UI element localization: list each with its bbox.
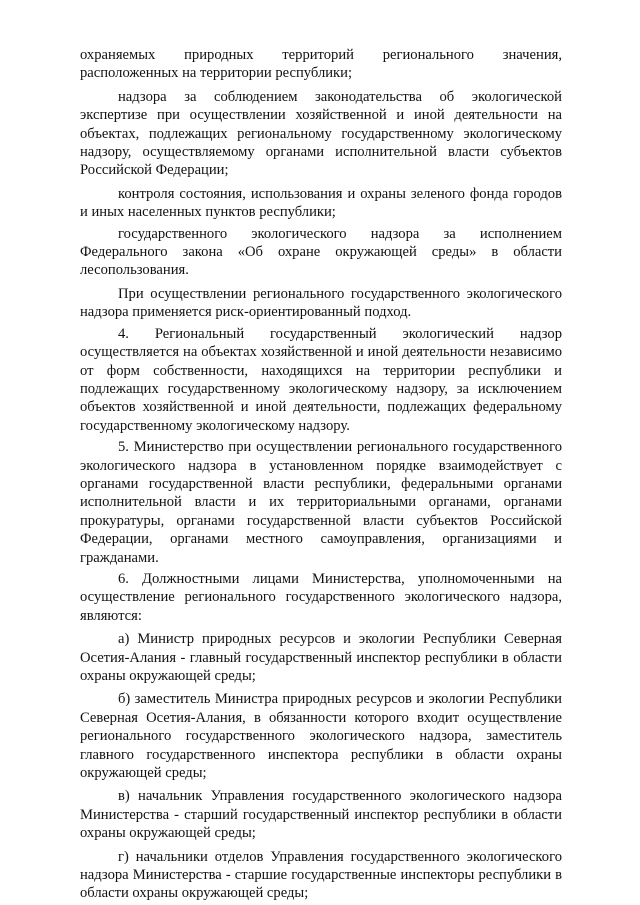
list-item-g: г) начальники отделов Управления государственного экологического надзора Министерства - старшие государственные инспекторы республики в области охраны окружающей среды; — [80, 848, 562, 902]
document-page — [80, 46, 562, 903]
paragraph-risk-approach: При осуществлении регионального государственного экологического надзора применяется риск-ориентированный подход. — [80, 285, 562, 321]
paragraph-green-fund: контроля состояния, использования и охраны зеленого фонда городов и иных населенных пунктов республики; — [80, 185, 562, 221]
paragraph-clause-6: 6. Должностными лицами Министерства, уполномоченными на осуществление регионального государственного экологического надзора, являются: — [80, 570, 562, 624]
list-item-b: б) заместитель Министра природных ресурсов и экологии Республики Северная Осетия-Алания, в обязанности которого входит осуществление регионального государственного экологического надзора, заместитель главного государственного инспектора республики в области охраны окружающей среды; — [80, 691, 562, 782]
paragraph-protected-territories: охраняемых природных территорий регионального значения, расположенных на территории республики; — [80, 47, 562, 82]
paragraph-ecological-expertise: надзора за соблюдением законодательства об экологической экспертизе при осуществлении хозяйственной и иной деятельности на объектах, подлежащих региональному государственному экологическому надзору, осуществляемому органами исполнительной власти субъектов Российской Федерации; — [80, 88, 562, 179]
paragraph-clause-4: 4. Региональный государственный экологический надзор осуществляется на объектах хозяйственной и иной деятельности независимо от форм собственности, находящихся на территории республики и подлежащих государственному экологическому надзору, за исключением объектов хозяйственной и иной деятельности, подлежащих федеральному государственному экологическому надзору. — [80, 325, 562, 434]
list-item-v: в) начальник Управления государственного экологического надзора Министерства - старший государственный инспектор республики в области охраны окружающей среды; — [80, 788, 562, 842]
list-item-a: а) Министр природных ресурсов и экологии Республики Северная Осетия-Алания - главный государственный инспектор республики в области охраны окружающей среды; — [80, 631, 562, 684]
paragraph-clause-5: 5. Министерство при осуществлении регионального государственного экологического надзора в установленном порядке взаимодействует с органами государственной власти республики, федеральными органами исполнительной власти и их территориальными органами, органами прокуратуры, органами государственной власти субъектов Российской Федерации, органами местного самоуправления, организациями и гражданами. — [80, 439, 562, 566]
paragraph-forest-use: государственного экологического надзора за исполнением Федерального закона «Об охране окружающей среды» в области лесопользования. — [80, 225, 562, 279]
